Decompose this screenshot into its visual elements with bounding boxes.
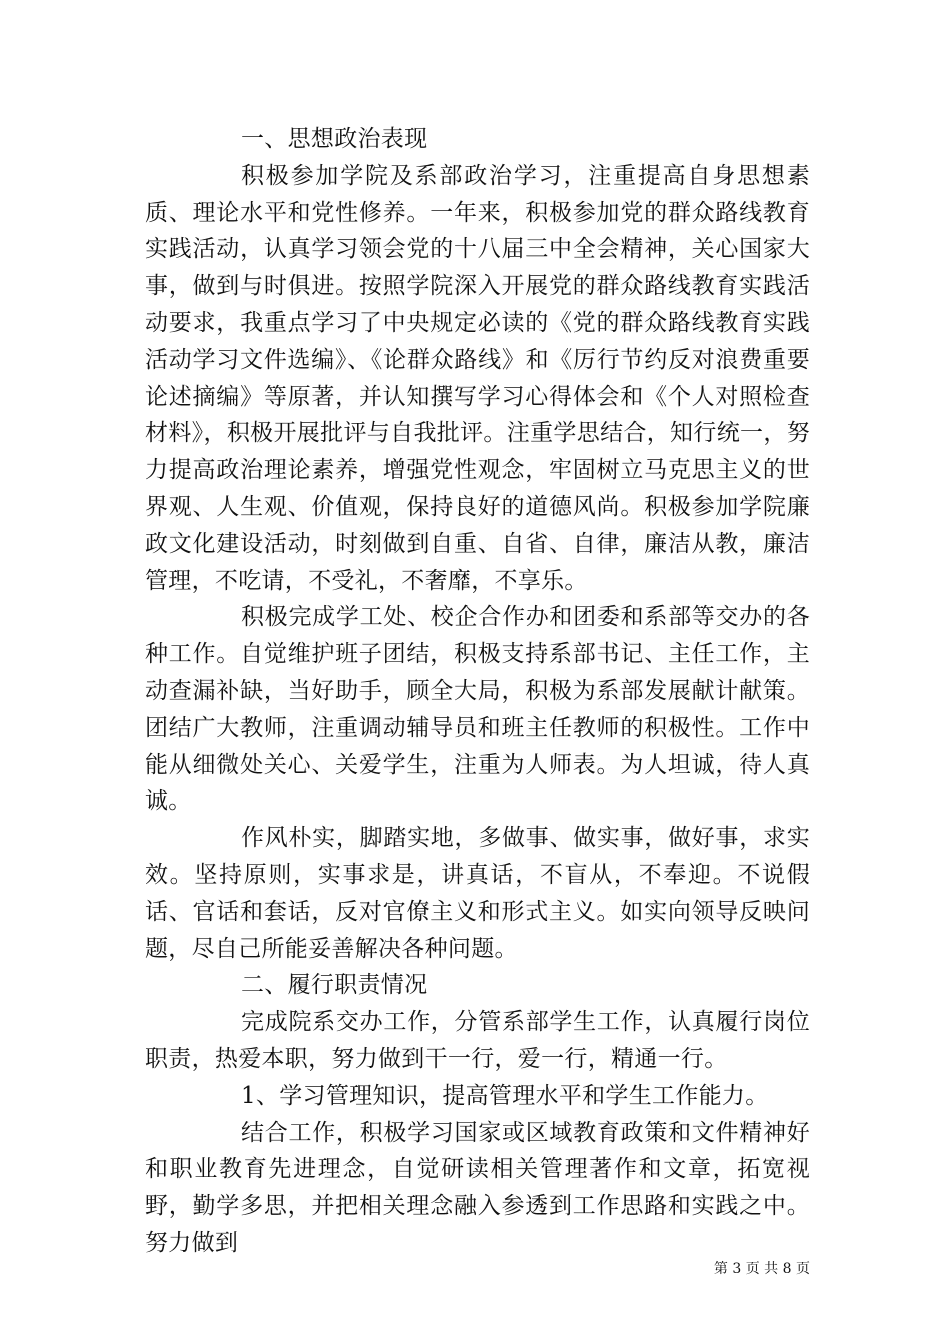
section-heading-duties: 二、履行职责情况 [241, 972, 428, 999]
paragraph-assigned-work: 积极完成学工处、校企合作办和团委和系部等交办的各种工作。自觉维护班子团结，积极支持系部书记、主任工作，主动查漏补缺，当好助手，顾全大局，积极为系部发展献计献策。团结广大教师，注重调动辅导员和班主任教师的积极性。工作中能从细微处关心、关爱学生，注重为人师表。为人坦诚，待人真诚。 [145, 604, 810, 815]
document-body [145, 121, 810, 1262]
section-heading-ideology: 一、思想政治表现 [241, 126, 428, 152]
paragraph-duties: 完成院系交办工作，分管系部学生工作，认真履行岗位职责，热爱本职，努力做到干一行，爱一行，精通一行。 [145, 1009, 810, 1072]
subheading-management-learning: 1、学习管理知识，提高管理水平和学生工作能力。 [241, 1082, 769, 1109]
page-number-footer: 第 3 页 共 8 页 [713, 1261, 810, 1277]
paragraph-political-study: 积极参加学院及系部政治学习，注重提高自身思想素质、理论水平和党性修养。一年来，积极参加党的群众路线教育实践活动，认真学习领会党的十八届三中全会精神，关心国家大事，做到与时俱进。按照学院深入开展党的群众路线教育实践活动要求，我重点学习了中央规定必读的《党的群众路线教育实践活动学习文件选编》、《论群众路线》和《厉行节约反对浪费重要论述摘编》等原著，并认知撰写学习心得体会和《个人对照检查材料》，积极开展批评与自我批评。注重学思结合，知行统一，努力提高政治理论素养，增强党性观念，牢固树立马克思主义的世界观、人生观、价值观，保持良好的道德风尚。积极参加学院廉政文化建设活动，时刻做到自重、自省、自律，廉洁从教，廉洁管理，不吃请，不受礼，不奢靡，不享乐。 [145, 162, 810, 594]
paragraph-learning: 结合工作，积极学习国家或区域教育政策和文件精神好和职业教育先进理念，自觉研读相关管理著作和文章，拓宽视野，勤学多思，并把相关理念融入参透到工作思路和实践之中。努力做到 [145, 1119, 810, 1256]
paragraph-work-style: 作风朴实，脚踏实地，多做事、做实事，做好事，求实效。坚持原则，实事求是，讲真话，不盲从，不奉迎。不说假话、官话和套话，反对官僚主义和形式主义。如实向领导反映问题，尽自己所能妥善解决各种问题。 [145, 825, 810, 962]
